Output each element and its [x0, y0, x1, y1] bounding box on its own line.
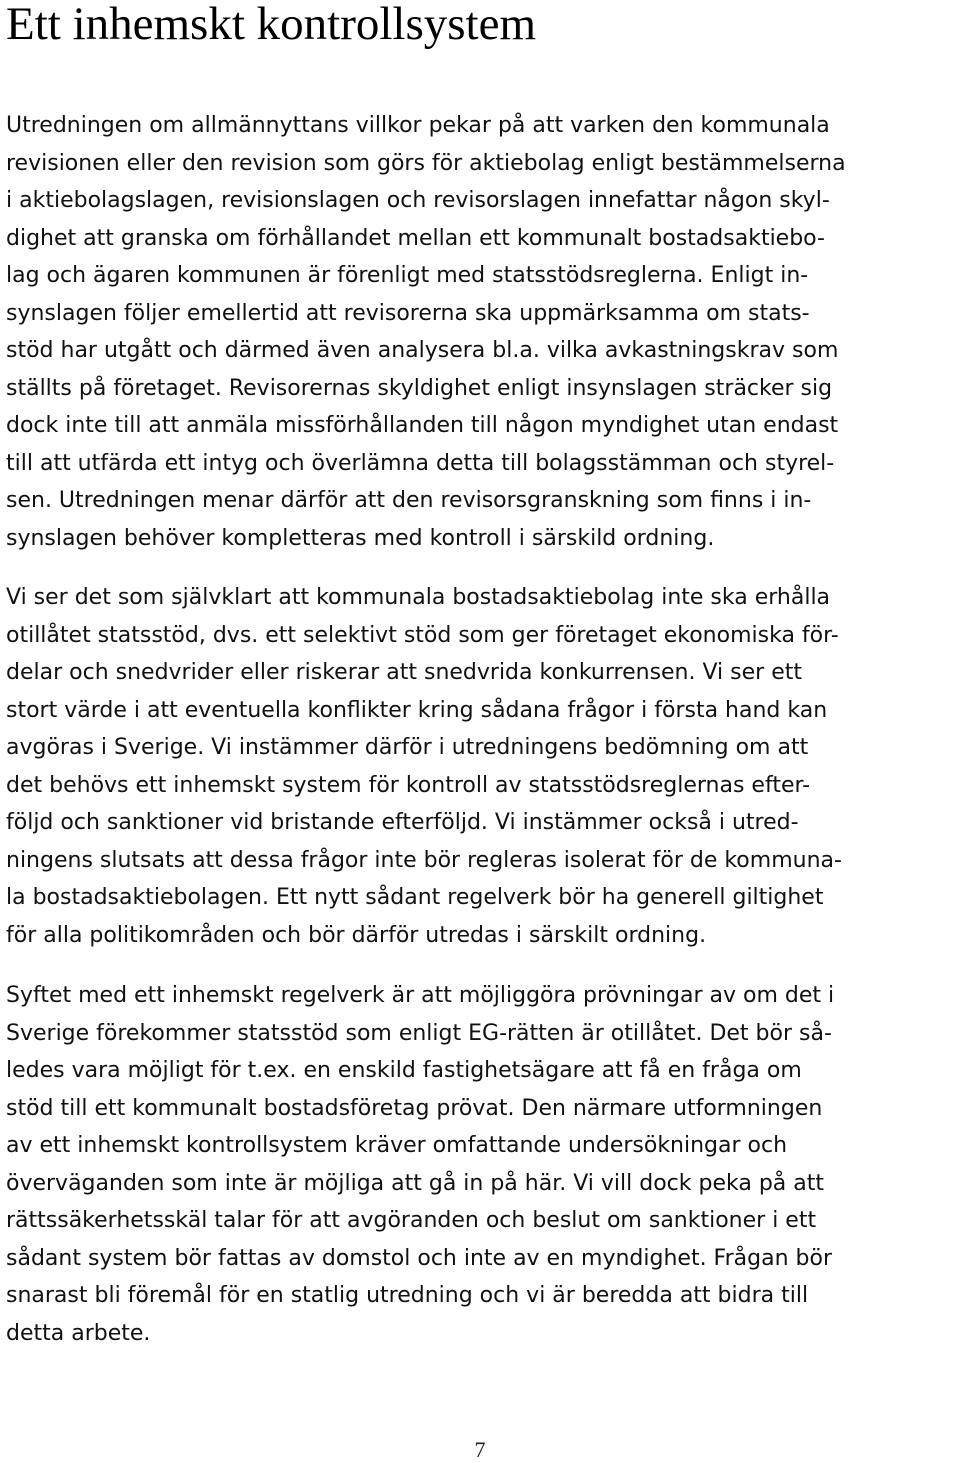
text-line: ställts på företaget. Revisorernas skyldighet enligt insynslagen sträcker sig: [6, 375, 833, 401]
text-line: det behövs ett inhemskt system för kontroll av statsstödsreglernas efter-: [6, 772, 811, 798]
text-line: rättssäkerhetsskäl talar för att avgöranden och beslut om sanktioner i ett: [6, 1208, 817, 1233]
text-line: delar och snedvrider eller riskerar att snedvrida konkurrensen. Vi ser ett: [6, 660, 802, 685]
text-line: sådant system bör fattas av domstol och inte av en myndighet. Frågan bör: [6, 1245, 832, 1271]
text-line: Utredningen om allmännyttans villkor pekar på att varken den kommunala: [6, 113, 830, 138]
paragraph-2: [6, 579, 842, 954]
text-line: sen. Utredningen menar därför att den revisorsgranskning som finns i in-: [6, 488, 812, 513]
text-line: ningens slutsats att dessa frågor inte bör regleras isolerat för de kommuna-: [6, 847, 842, 873]
text-line: revisionen eller den revision som görs för aktiebolag enligt bestämmelserna: [6, 150, 846, 176]
text-line: ledes vara möjligt för t.ex. en enskild fastighetsägare att få en fråga om: [6, 1058, 802, 1083]
text-line: för alla politikområden och bör därför utredas i särskilt ordning.: [6, 922, 707, 948]
text-line: lag och ägaren kommunen är förenligt med statsstödsreglerna. Enligt in-: [6, 263, 809, 288]
text-line: avgöras i Sverige. Vi instämmer därför i utredningens bedömning om att: [6, 735, 809, 760]
text-line: synslagen följer emellertid att revisorerna ska uppmärksamma om stats-: [6, 300, 810, 326]
text-line: följd och sanktioner vid bristande efterföljd. Vi instämmer också i utred-: [6, 810, 799, 835]
paragraph-3: [6, 977, 834, 1352]
text-line: i aktiebolagslagen, revisionslagen och revisorslagen innefattar någon skyl-: [6, 188, 830, 213]
text-line: Syftet med ett inhemskt regelverk är att möjliggöra prövningar av om det i: [6, 983, 835, 1008]
text-line: Vi ser det som självklart att kommunala bostadsaktiebolag inte ska erhålla: [6, 585, 831, 610]
page-title: Ett inhemskt kontrollsystem: [6, 0, 537, 50]
text-line: till att utfärda ett intyg och överlämna detta till bolagsstämman och styrel-: [6, 450, 835, 476]
paragraph-1: [6, 107, 846, 557]
text-line: överväganden som inte är möjliga att gå in på här. Vi vill dock peka på att: [6, 1170, 824, 1196]
text-line: dock inte till att anmäla missförhållanden till någon myndighet utan endast: [6, 413, 839, 438]
text-line: la bostadsaktiebolagen. Ett nytt sådant regelverk bör ha generell giltighet: [6, 885, 824, 910]
text-line: detta arbete.: [6, 1320, 151, 1346]
page-number: 7: [474, 1437, 486, 1462]
text-line: stort värde i att eventuella konflikter kring sådana frågor i första hand kan: [6, 697, 828, 723]
text-line: stöd till ett kommunalt bostadsföretag prövat. Den närmare utformningen: [6, 1095, 823, 1121]
text-line: Sverige förekommer statsstöd som enligt EG-rätten är otillåtet. Det bör så-: [6, 1020, 832, 1046]
text-line: synslagen behöver kompletteras med kontroll i särskild ordning.: [6, 525, 715, 551]
text-line: av ett inhemskt kontrollsystem kräver omfattande undersökningar och: [6, 1133, 788, 1158]
text-line: stöd har utgått och därmed även analysera bl.a. vilka avkastningskrav som: [6, 338, 839, 363]
text-line: otillåtet statsstöd, dvs. ett selektivt stöd som ger företaget ekonomiska för-: [6, 622, 839, 648]
text-line: snarast bli föremål för en statlig utredning och vi är beredda att bidra till: [6, 1283, 809, 1308]
text-line: dighet att granska om förhållandet mellan ett kommunalt bostadsaktiebo-: [6, 225, 825, 251]
